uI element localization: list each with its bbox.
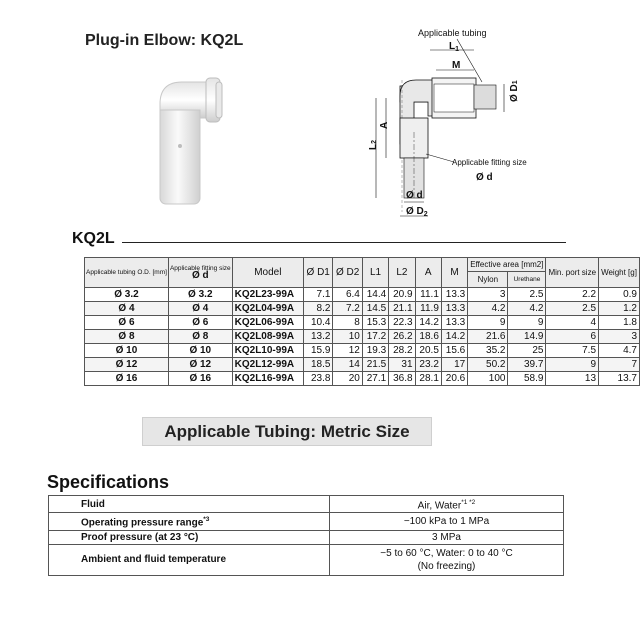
dim-L1: L [449,41,456,52]
dim-A: A [379,121,390,129]
cell-nylon: 35.2 [468,344,508,358]
cell-L2: 26.2 [389,330,415,344]
series-heading: KQ2L [72,230,115,247]
cell-urethane: 2.5 [508,288,546,302]
cell-L2: 22.3 [389,316,415,330]
spec-label: Proof pressure (at 23 °C) [49,530,330,544]
cell-A: 18.6 [415,330,441,344]
cell-model: KQ2L08-99A [232,330,303,344]
table-row [85,302,640,316]
cell-model: KQ2L12-99A [232,358,303,372]
specifications-table [48,495,564,576]
spec-row [49,513,564,530]
spec-value: −5 to 60 °C, Water: 0 to 40 °C (No freezing) [330,544,564,575]
cell-model: KQ2L04-99A [232,302,303,316]
cell-A: 20.5 [415,344,441,358]
cell-nylon: 9 [468,316,508,330]
cell-od: Ø 3.2 [85,288,169,302]
cell-od: Ø 6 [85,316,169,330]
cell-D1: 7.1 [303,288,332,302]
cell-urethane: 4.2 [508,302,546,316]
table-row [85,316,640,330]
dim-L2: L [368,143,379,150]
svg-text:Ø D2: Ø $D_2$ [406,206,428,218]
cell-nylon: 21.6 [468,330,508,344]
col-nylon: Nylon [468,272,508,288]
cell-weight: 3 [599,330,640,344]
col-D2: Ø D2 [333,258,362,288]
spec-label: Fluid [49,496,330,513]
cell-d: Ø 16 [168,372,232,386]
cell-D1: 10.4 [303,316,332,330]
cell-D2: 12 [333,344,362,358]
cell-weight: 1.2 [599,302,640,316]
cell-nylon: 4.2 [468,302,508,316]
cell-D2: 7.2 [333,302,362,316]
applicable-tubing-label: Applicable tubing [418,28,487,38]
col-tubing-od: Applicable tubing O.D. [mm] [85,258,169,288]
svg-text:Ø D1: Ø D1 [509,80,520,102]
dim-D1: Ø D [509,84,520,102]
cell-weight: 0.9 [599,288,640,302]
cell-L2: 21.1 [389,302,415,316]
applicable-fitting-label: Applicable fitting size [452,158,527,167]
cell-L2: 36.8 [389,372,415,386]
dim-D2: Ø D [406,206,424,217]
col-fitting-size: Applicable fitting size Ø d [168,258,232,288]
cell-L1: 14.5 [362,302,388,316]
spec-label: Ambient and fluid temperature [49,544,330,575]
col-L2: L2 [389,258,415,288]
col-A: A [415,258,441,288]
cell-A: 28.1 [415,372,441,386]
spec-value: Air, Water$^{*1 *2}$ [330,496,564,513]
cell-M: 13.3 [441,302,467,316]
table-row [85,344,640,358]
cell-L1: 14.4 [362,288,388,302]
cell-M: 13.3 [441,288,467,302]
cell-M: 20.6 [441,372,467,386]
cell-model: KQ2L16-99A [232,372,303,386]
cell-urethane: 9 [508,316,546,330]
svg-text:L1: $L_1$ [449,41,460,53]
cell-d: Ø 8 [168,330,232,344]
cell-nylon: 100 [468,372,508,386]
cell-nylon: 50.2 [468,358,508,372]
svg-text:L2: L2 [368,139,379,150]
cell-D1: 13.2 [303,330,332,344]
cell-urethane: 25 [508,344,546,358]
cell-A: 23.2 [415,358,441,372]
cell-weight: 13.7 [599,372,640,386]
cell-weight: 7 [599,358,640,372]
cell-port: 7.5 [546,344,599,358]
cell-D2: 20 [333,372,362,386]
cell-od: Ø 16 [85,372,169,386]
cell-model: KQ2L10-99A [232,344,303,358]
cell-port: 9 [546,358,599,372]
table-row [85,330,640,344]
cell-D1: 18.5 [303,358,332,372]
series-rule [122,242,566,243]
cell-L1: 15.3 [362,316,388,330]
col-D1: Ø D1 [303,258,332,288]
metric-size-banner: Applicable Tubing: Metric Size [142,417,432,446]
product-title: Plug-in Elbow: KQ2L [85,32,244,49]
cell-L2: 20.9 [389,288,415,302]
spec-label: Operating pressure range$^{*3}$ [49,513,330,530]
cell-L2: 31 [389,358,415,372]
col-model: Model [232,258,303,288]
cell-D2: 10 [333,330,362,344]
cell-M: 13.3 [441,316,467,330]
cell-A: 14.2 [415,316,441,330]
cell-port: 6 [546,330,599,344]
spec-row [49,530,564,544]
cell-D1: 8.2 [303,302,332,316]
cell-D1: 23.8 [303,372,332,386]
cell-A: 11.1 [415,288,441,302]
cell-urethane: 58.9 [508,372,546,386]
cell-D2: 8 [333,316,362,330]
cell-d: Ø 10 [168,344,232,358]
cell-d: Ø 4 [168,302,232,316]
cell-od: Ø 12 [85,358,169,372]
cell-d: Ø 6 [168,316,232,330]
dim-M: M [452,60,461,71]
table-row [85,358,640,372]
cell-od: Ø 10 [85,344,169,358]
dimension-drawing [342,22,562,222]
cell-port: 4 [546,316,599,330]
cell-D2: 6.4 [333,288,362,302]
cell-D1: 15.9 [303,344,332,358]
cell-L1: 19.3 [362,344,388,358]
col-M: M [441,258,467,288]
cell-port: 2.5 [546,302,599,316]
cell-od: Ø 8 [85,330,169,344]
cell-L1: 17.2 [362,330,388,344]
cell-model: KQ2L06-99A [232,316,303,330]
cell-port: 2.2 [546,288,599,302]
cell-od: Ø 4 [85,302,169,316]
col-L1: L1 [362,258,388,288]
product-photo [148,70,228,210]
cell-port: 13 [546,372,599,386]
cell-L1: 27.1 [362,372,388,386]
cell-M: 14.2 [441,330,467,344]
spec-value: 3 MPa [330,530,564,544]
cell-weight: 1.8 [599,316,640,330]
cell-L2: 28.2 [389,344,415,358]
cell-M: 17 [441,358,467,372]
cell-urethane: 39.7 [508,358,546,372]
table-row [85,372,640,386]
specifications-heading: Specifications [47,472,170,492]
cell-D2: 14 [333,358,362,372]
cell-A: 11.9 [415,302,441,316]
table-row [85,288,640,302]
spec-value: −100 kPa to 1 MPa [330,513,564,530]
col-weight: Weight [g] [599,258,640,288]
col-eff-area: Effective area [mm2] [468,258,546,272]
spec-row [49,544,564,575]
col-urethane: Urethane [508,272,546,288]
cell-urethane: 14.9 [508,330,546,344]
cell-d: Ø 3.2 [168,288,232,302]
cell-d: Ø 12 [168,358,232,372]
cell-L1: 21.5 [362,358,388,372]
cell-nylon: 3 [468,288,508,302]
dim-d-top: Ø d [476,172,493,183]
dimensions-table [84,257,640,386]
cell-weight: 4.7 [599,344,640,358]
col-min-port: Min. port size [546,258,599,288]
spec-row [49,496,564,513]
cell-model: KQ2L23-99A [232,288,303,302]
cell-M: 15.6 [441,344,467,358]
dim-d: Ø d [406,190,423,201]
